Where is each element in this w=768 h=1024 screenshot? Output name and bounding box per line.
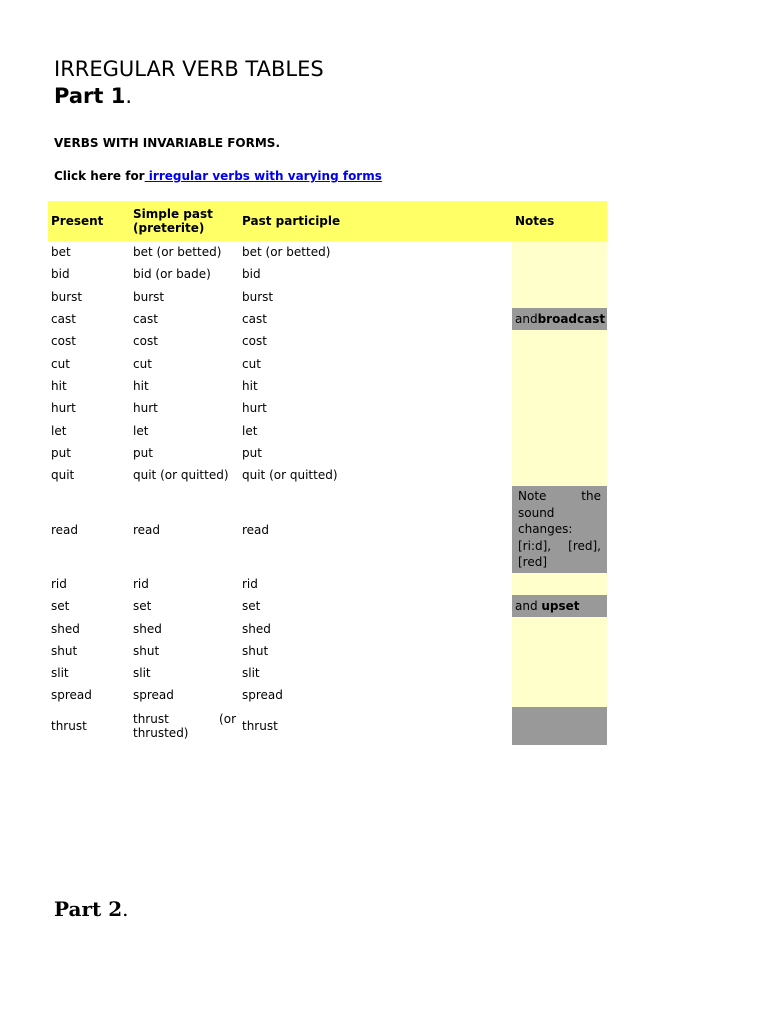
cell-simple-past: bid (or bade) (133, 267, 211, 282)
cell-simple-past: hit (133, 378, 149, 393)
cell-notes (512, 241, 607, 263)
note-emphasis: broadcast (537, 312, 606, 327)
part-2-label: Part 2 (54, 897, 123, 921)
cell-notes (512, 662, 607, 684)
cell-present: cut (51, 356, 70, 371)
verb-table (48, 201, 607, 745)
cell-simple-past: bet (or betted) (133, 245, 222, 260)
cell-notes (512, 442, 607, 464)
cell-simple-past: quit (or quitted) (133, 468, 229, 483)
cell-notes (512, 263, 607, 285)
cell-simple-past: shed (133, 621, 162, 636)
cell-present: read (51, 522, 79, 537)
cell-present: hurt (51, 401, 76, 416)
table-row (48, 442, 607, 464)
cell-present: cast (51, 312, 76, 327)
cell-notes (512, 330, 607, 352)
cell-present: rid (51, 576, 67, 591)
table-row (48, 397, 607, 419)
cell-past-participle: burst (242, 289, 274, 304)
part-1-dot: . (125, 84, 133, 108)
table-row (48, 375, 607, 397)
cell-notes (512, 375, 607, 397)
cell-simple-past: put (133, 445, 153, 460)
cell-past-participle: rid (242, 576, 258, 591)
cell-simple-past: cut (133, 356, 152, 371)
part-1-label: Part 1 (54, 84, 126, 108)
table-row (48, 662, 607, 684)
cell-notes (512, 286, 607, 308)
cell-past-participle: cut (242, 356, 261, 371)
cell-present: slit (51, 666, 69, 681)
table-row (48, 263, 607, 285)
col-header-notes: Notes (512, 201, 607, 241)
cell-simple-past: set (133, 599, 152, 614)
cell-notes (512, 308, 607, 330)
cell-simple-past: cost (133, 334, 158, 349)
table-body (48, 241, 607, 745)
cell-notes (512, 617, 607, 639)
section-subheading: VERBS WITH INVARIABLE FORMS. (54, 136, 281, 150)
cell-present: spread (51, 688, 92, 703)
cell-present: put (51, 445, 71, 460)
cell-notes (512, 352, 607, 374)
cell-present: burst (51, 289, 83, 304)
cell-simple-past: shut (133, 643, 160, 658)
table-row (48, 640, 607, 662)
note-prefix: and (515, 312, 538, 327)
varying-forms-link[interactable]: irregular verbs with varying forms (144, 169, 382, 183)
cell-present: let (51, 423, 67, 438)
cell-simple-past: rid (133, 576, 149, 591)
cell-present: hit (51, 378, 67, 393)
table-row (48, 419, 607, 441)
col-header-past-participle: Past participle (239, 201, 512, 241)
table-row (48, 684, 607, 706)
cell-past-participle: put (242, 445, 262, 460)
cell-notes (512, 684, 607, 706)
note-text: Note the sound changes: [ri:d], [red], [red] (518, 489, 601, 570)
cell-present: bet (51, 245, 71, 260)
cell-past-participle: cost (242, 334, 267, 349)
cell-past-participle: let (242, 423, 258, 438)
cell-simple-past: slit (133, 666, 151, 681)
cell-past-participle: read (242, 522, 270, 537)
cell-present: bid (51, 267, 70, 282)
part-1-heading (54, 84, 132, 108)
table-row (48, 595, 607, 617)
note-emphasis: upset (541, 599, 580, 614)
click-prefix: Click here for (54, 169, 145, 183)
cell-notes (512, 486, 607, 573)
cell-notes (512, 573, 607, 595)
cell-notes (512, 640, 607, 662)
cell-past-participle: quit (or quitted) (242, 468, 338, 483)
cell-past-participle: thrust (242, 718, 278, 733)
cell-notes (512, 397, 607, 419)
cell-present: shut (51, 643, 78, 658)
cell-simple-past: cast (133, 312, 158, 327)
table-row (48, 573, 607, 595)
table-row (48, 707, 607, 745)
part-2-dot: . (122, 897, 129, 921)
cell-present: shed (51, 621, 80, 636)
cell-simple-past: thrust (or thrusted) (133, 711, 236, 740)
cell-past-participle: cast (242, 312, 267, 327)
table-row (48, 308, 607, 330)
cell-past-participle: bid (242, 267, 261, 282)
cell-past-participle: shed (242, 621, 271, 636)
cell-simple-past: spread (133, 688, 174, 703)
cell-notes (512, 464, 607, 486)
cell-simple-past: hurt (133, 401, 158, 416)
table-row (48, 486, 607, 573)
cell-past-participle: hurt (242, 401, 267, 416)
cell-past-participle: set (242, 599, 261, 614)
cell-present: thrust (51, 718, 87, 733)
table-header-row (48, 201, 607, 241)
cell-past-participle: bet (or betted) (242, 245, 331, 260)
col-header-present: Present (48, 201, 130, 241)
table-row (48, 617, 607, 639)
cell-notes (512, 595, 607, 617)
cell-past-participle: shut (242, 643, 269, 658)
table-row (48, 286, 607, 308)
cell-past-participle: spread (242, 688, 283, 703)
table-row (48, 241, 607, 263)
cell-notes (512, 707, 607, 745)
cell-present: set (51, 599, 70, 614)
table-row (48, 464, 607, 486)
page-title: IRREGULAR VERB TABLES (54, 57, 324, 81)
cell-simple-past: let (133, 423, 149, 438)
table-row (48, 330, 607, 352)
cell-simple-past: burst (133, 289, 165, 304)
cell-past-participle: slit (242, 666, 260, 681)
part-2-heading (54, 897, 128, 921)
table-row (48, 352, 607, 374)
note-prefix: and (515, 599, 542, 614)
cell-present: quit (51, 468, 75, 483)
cell-simple-past: read (133, 522, 161, 537)
col-header-simple-past: Simple past (preterite) (130, 201, 239, 241)
cell-notes (512, 419, 607, 441)
cell-present: cost (51, 334, 76, 349)
cell-past-participle: hit (242, 378, 258, 393)
click-line (54, 169, 382, 183)
